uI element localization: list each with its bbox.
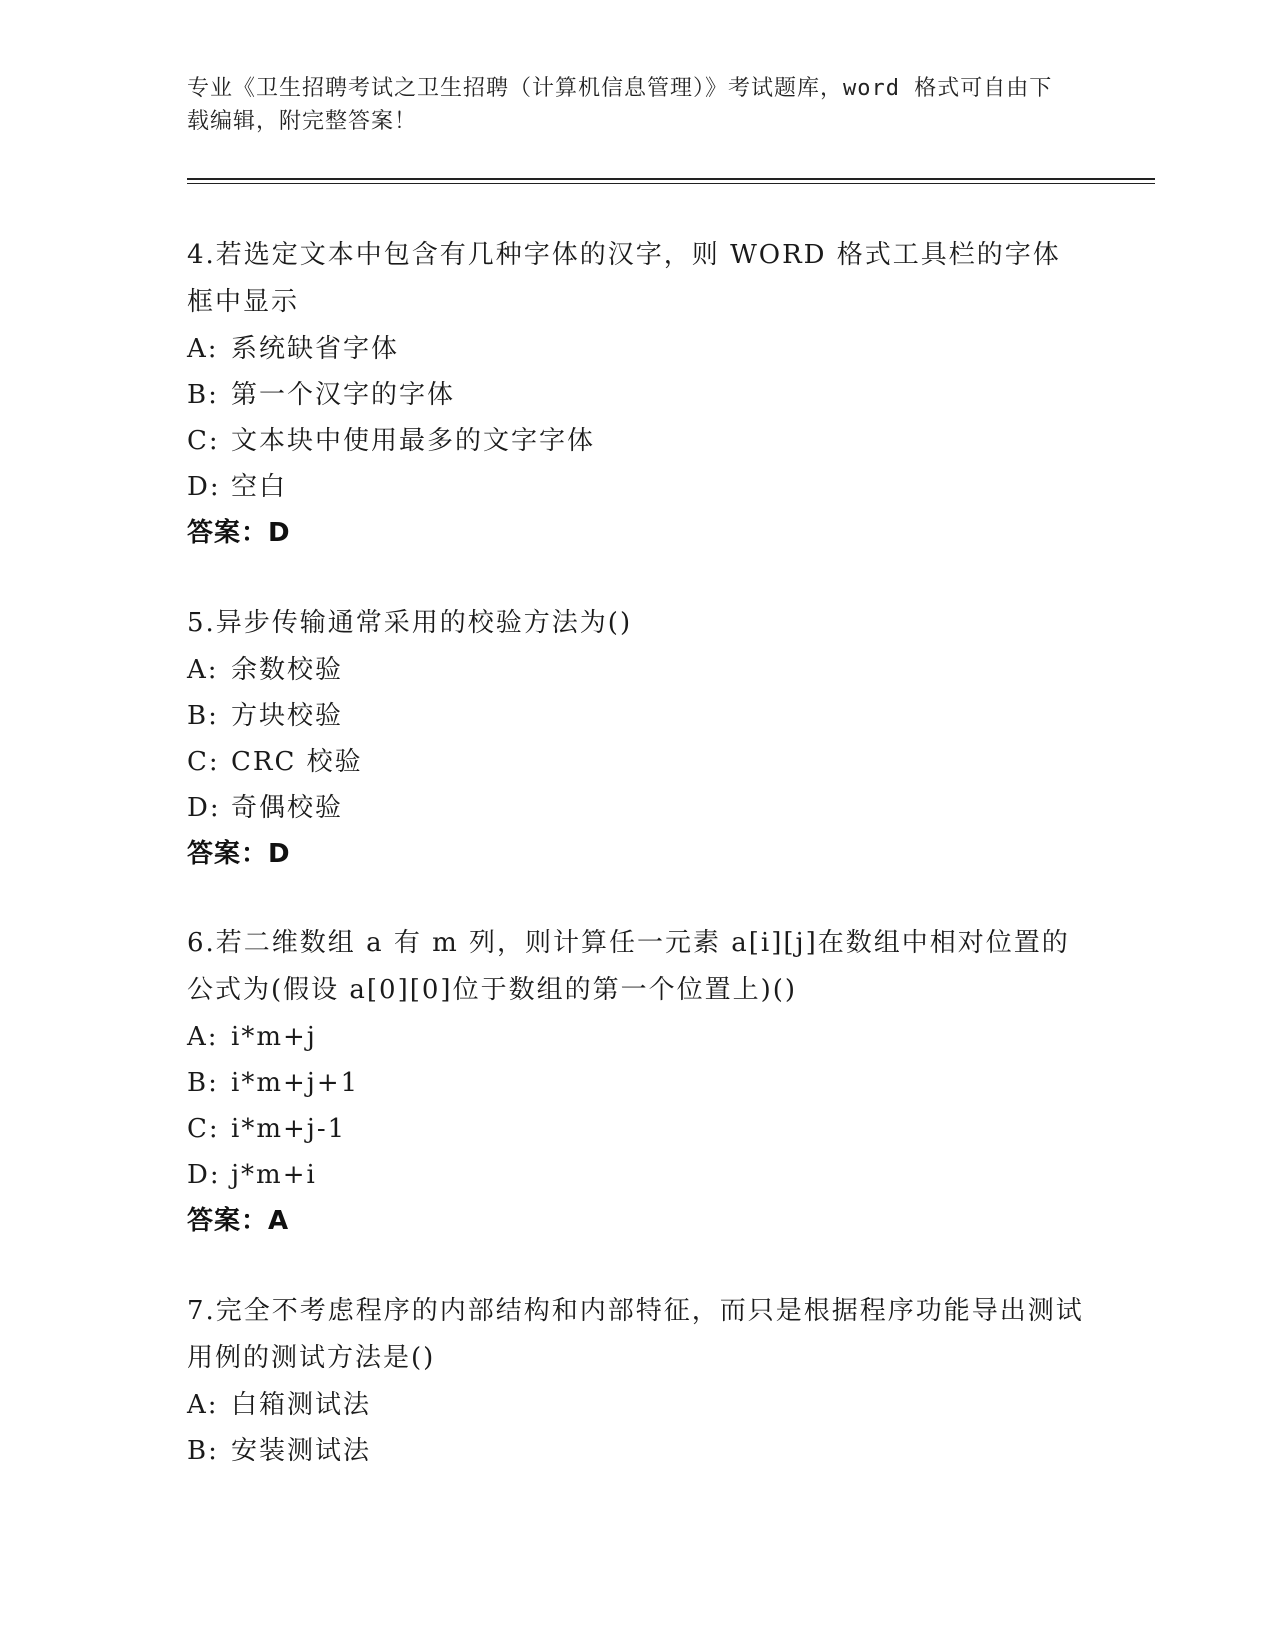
option-key: B: (187, 701, 219, 731)
option-b (187, 1428, 1087, 1474)
option-c (187, 739, 1087, 785)
option-b (187, 693, 1087, 739)
option-text: i*m+j+1 (231, 1068, 360, 1098)
header-divider-thin (187, 183, 1155, 184)
option-c (187, 418, 1087, 464)
question-stem: 6.若二维数组 a 有 m 列，则计算任一元素 a[i][j]在数组中相对位置的公式为(假设 a[0][0]位于数组的第一个位置上)() (187, 928, 1070, 1005)
option-text: 第一个汉字的字体 (231, 380, 456, 410)
option-text: 安装测试法 (231, 1436, 372, 1466)
option-a (187, 1014, 1087, 1060)
option-key: A: (187, 334, 219, 364)
option-key: A: (187, 1390, 219, 1420)
option-key: C: (187, 426, 220, 456)
option-b (187, 372, 1087, 418)
option-text: 文本块中使用最多的文字字体 (231, 426, 596, 456)
option-key: A: (187, 655, 219, 685)
option-key: B: (187, 380, 219, 410)
option-key: C: (187, 1114, 220, 1144)
option-d (187, 1152, 1087, 1198)
option-d (187, 464, 1087, 510)
option-text: i*m+j (231, 1022, 317, 1052)
option-text: 系统缺省字体 (231, 334, 400, 364)
question-5 (187, 600, 1087, 877)
question-4 (187, 232, 1087, 556)
option-text: i*m+j-1 (231, 1114, 347, 1144)
question-stem: 5.异步传输通常采用的校验方法为() (187, 608, 633, 638)
question-7 (187, 1288, 1087, 1474)
option-a (187, 1382, 1087, 1428)
option-key: B: (187, 1068, 219, 1098)
option-key: A: (187, 1022, 219, 1052)
option-text: 奇偶校验 (231, 793, 344, 823)
option-d (187, 785, 1087, 831)
question-6 (187, 920, 1087, 1244)
option-key: D: (187, 1160, 221, 1190)
option-text: CRC 校验 (231, 747, 363, 777)
option-text: 余数校验 (231, 655, 344, 685)
option-text: 方块校验 (231, 701, 344, 731)
header-divider-thick (187, 178, 1155, 180)
question-answer: 答案：D (187, 839, 291, 869)
option-a (187, 647, 1087, 693)
question-answer: 答案：D (187, 518, 291, 548)
option-text: 空白 (231, 472, 288, 502)
option-a (187, 326, 1087, 372)
option-text: 白箱测试法 (231, 1390, 372, 1420)
option-text: j*m+i (231, 1160, 317, 1190)
option-c (187, 1106, 1087, 1152)
option-key: D: (187, 472, 221, 502)
option-b (187, 1060, 1087, 1106)
option-key: D: (187, 793, 221, 823)
option-key: C: (187, 747, 220, 777)
question-stem: 4.若选定文本中包含有几种字体的汉字，则 WORD 格式工具栏的字体框中显示 (187, 240, 1061, 317)
question-answer: 答案：A (187, 1206, 290, 1236)
document-intro: 专业《卫生招聘考试之卫生招聘（计算机信息管理）》考试题库，word 格式可自由下载编辑，附完整答案！ (187, 76, 1053, 134)
option-key: B: (187, 1436, 219, 1466)
question-stem: 7.完全不考虑程序的内部结构和内部特征，而只是根据程序功能导出测试用例的测试方法是() (187, 1296, 1084, 1373)
